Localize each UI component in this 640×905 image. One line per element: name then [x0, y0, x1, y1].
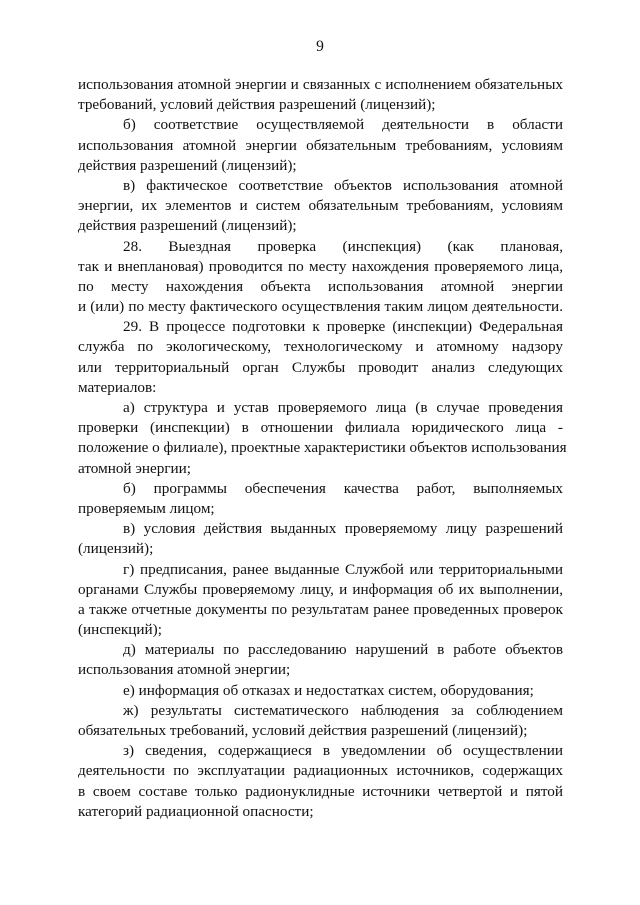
- text-line: положение о филиале), проектные характеристики объектов использования: [78, 439, 567, 457]
- text-line: требований, условий действия разрешений (лицензий);: [78, 96, 436, 114]
- text-line: г) предписания, ранее выданные Службой или территориальными: [123, 560, 563, 578]
- text-line: в своем составе только радионуклидные источники четвертой и пятой: [78, 782, 563, 800]
- text-line: органами Службы проверяемому лицу, и информация об их выполнении,: [78, 580, 563, 598]
- text-line: проверки (инспекции) в отношении филиала юридического лица -: [78, 419, 563, 437]
- text-line: ж) результаты систематического наблюдения за соблюдением: [123, 701, 563, 719]
- text-line: действия разрешений (лицензий);: [78, 217, 297, 235]
- text-line: б) программы обеспечения качества работ, выполняемых: [123, 479, 563, 497]
- text-line: б) соответствие осуществляемой деятельности в области: [123, 116, 563, 134]
- text-line: деятельности по эксплуатации радиационных источников, содержащих: [78, 762, 563, 780]
- text-line: использования атомной энергии;: [78, 661, 291, 679]
- text-line: 29. В процессе подготовки к проверке (инспекции) Федеральная: [123, 318, 563, 336]
- page-number: 9: [316, 38, 324, 55]
- text-line: служба по экологическому, технологическому и атомному надзору: [78, 338, 563, 356]
- text-line: а) структура и устав проверяемого лица (в случае проведения: [123, 399, 563, 416]
- text-line: (лицензий);: [78, 540, 154, 558]
- text-line: д) материалы по расследованию нарушений в работе объектов: [123, 641, 563, 659]
- text-line: в) фактическое соответствие объектов использования атомной: [123, 176, 563, 194]
- text-line: по месту нахождения объекта использования атомной энергии: [78, 277, 563, 295]
- text-line: проверяемым лицом;: [78, 499, 215, 517]
- text-line: в) условия действия выданных проверяемому лицу разрешений: [123, 520, 563, 538]
- text-line: категорий радиационной опасности;: [78, 802, 314, 820]
- text-line: з) сведения, содержащиеся в уведомлении об осуществлении: [123, 742, 563, 760]
- text-line: использования атомной энергии обязательным требованиям, условиям: [78, 136, 563, 154]
- text-line: так и внеплановая) проводится по месту нахождения проверяемого лица,: [78, 257, 563, 275]
- text-line: (инспекций);: [78, 621, 162, 639]
- document-text: [78, 75, 567, 822]
- text-line: 28. Выездная проверка (инспекция) (как плановая,: [123, 237, 563, 255]
- text-line: использования атомной энергии и связанных с исполнением обязательных: [78, 76, 563, 93]
- text-line: а также отчетные документы по результатам ранее проведенных проверок: [78, 600, 563, 618]
- text-line: е) информация об отказах и недостатках систем, оборудования;: [123, 681, 534, 699]
- text-line: действия разрешений (лицензий);: [78, 156, 297, 174]
- text-line: атомной энергии;: [78, 459, 192, 477]
- text-line: энергии, их элементов и систем обязательным требованиям, условиям: [78, 197, 563, 215]
- text-line: или территориальный орган Службы проводит анализ следующих: [78, 358, 563, 376]
- text-line: материалов:: [78, 378, 157, 396]
- text-line: обязательных требований, условий действия разрешений (лицензий);: [78, 722, 528, 739]
- text-line: и (или) по месту фактического осуществления таким лицом деятельности.: [78, 298, 563, 316]
